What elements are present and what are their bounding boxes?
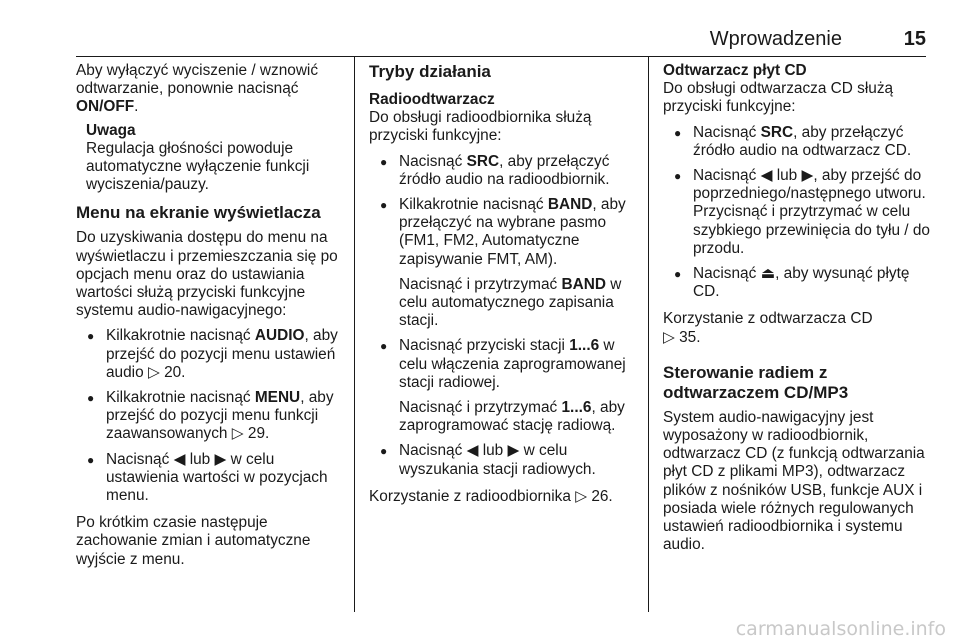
list-item: ● Nacisnąć ⏏, aby wysunąć płytę CD.: [663, 265, 933, 301]
bullet-list: [369, 153, 639, 269]
list-item: ● Nacisnąć ◀ lub ▶, aby przejść do poprzedniego/następnego utworu. Przycisnąć i przytrzymać w celu szybkiego przewinięcia do tyłu / do przodu.: [663, 167, 933, 258]
eject-icon: ⏏: [760, 265, 776, 283]
list-item: ● Nacisnąć ◀ lub ▶ w celu wyszukania stacji radiowych.: [369, 442, 639, 478]
note-block: [86, 122, 346, 195]
subsection-title-radio: Radioodtwarzacz: [369, 91, 495, 108]
ref-paragraph: Korzystanie z odtwarzacza CD ▷ 35.: [663, 310, 873, 346]
section-title-display-menu: Menu na ekranie wyświetlacza: [76, 203, 321, 223]
ref-arrow-icon: ▷: [663, 328, 675, 346]
ref-arrow-icon: ▷: [575, 487, 588, 505]
key-on-off: ON/OFF: [76, 98, 135, 116]
list-continuation: Nacisnąć i przytrzymać 1...6, aby zaprogramować stację radiową.: [399, 399, 625, 435]
column-divider-1: [354, 56, 355, 612]
column-1: [76, 62, 346, 569]
list-item: ● Nacisnąć ◀ lub ▶ w celu ustawienia wartości w pozycjach menu.: [76, 451, 346, 506]
page-header: [0, 0, 960, 56]
left-arrow-icon: ◀: [173, 450, 186, 468]
key-band: BAND: [561, 275, 606, 293]
right-arrow-icon: ▶: [801, 167, 814, 185]
key-menu: MENU: [254, 389, 301, 407]
list-item: ● Nacisnąć SRC, aby przełączyć źródło audio na odtwarzacz CD.: [663, 124, 933, 160]
right-arrow-icon: ▶: [214, 450, 227, 468]
list-item: ● Kilkakrotnie nacisnąć MENU, aby przejść do pozycji menu funkcji zaawansowanych ▷ 29.: [76, 389, 346, 444]
bullet-list: [369, 442, 639, 478]
page-ref-link[interactable]: 26.: [591, 487, 613, 505]
bullet-list: [76, 327, 346, 505]
list-item: ● Nacisnąć przyciski stacji 1...6 w celu włączenia zaprogramowanej stacji radiowej.: [369, 337, 639, 392]
note-text: Regulacja głośności powoduje automatyczne wyłączenie funkcji wyciszenia/pauzy.: [86, 139, 310, 194]
bullet-list: [369, 337, 639, 392]
section-title-radio-cd: Sterowanie radiem z odtwarzaczem CD/MP3: [663, 362, 849, 402]
section-text: Do uzyskiwania dostępu do menu na wyświetlaczu i przemieszczania się po opcjach menu oraz do ustawiania wartości służą przyciski funkcyjne systemu audio-nawigacyjnego:: [76, 229, 338, 320]
intro-paragraph: Aby wyłączyć wyciszenie / wznowić odtwarzanie, ponownie nacisnąć ON/OFF.: [76, 62, 319, 116]
section-text: System audio-nawigacyjny jest wyposażony w radioodbiornik, odtwarzacz CD (z funkcją odtwarzania płyt CD z plikami MP3), odtwarzacz plików z nośników USB, funkcje AUX i posiada wiele różnych regulowanych ustawień radioodbiornika i systemu audio.: [663, 408, 925, 554]
left-arrow-icon: ◀: [466, 442, 479, 460]
column-2: [369, 62, 639, 506]
outro-paragraph: Po krótkim czasie następuje zachowanie zmian i automatyczne wyjście z menu.: [76, 514, 311, 568]
header-divider: [76, 56, 926, 57]
column-divider-2: [648, 56, 649, 612]
page-number: 15: [903, 28, 926, 50]
ref-arrow-icon: ▷: [147, 363, 160, 381]
key-band: BAND: [547, 196, 593, 214]
column-3: [663, 62, 933, 554]
key-src: SRC: [466, 152, 500, 170]
list-item: ● Kilkakrotnie nacisnąć BAND, aby przełączyć na wybrane pasmo (FM1, FM2, Automatyczne zapisywanie FMT, AM).: [369, 196, 639, 269]
page-title: Wprowadzenie: [709, 28, 842, 50]
key-audio: AUDIO: [254, 327, 305, 345]
page-ref-link[interactable]: 20.: [164, 363, 186, 381]
key-src: SRC: [760, 123, 794, 141]
note-title: Uwaga: [86, 121, 136, 139]
page-ref-link[interactable]: 35.: [679, 328, 701, 346]
page-ref-link[interactable]: 29.: [247, 425, 270, 443]
key-presets: 1...6: [561, 399, 592, 417]
list-continuation: Nacisnąć i przytrzymać BAND w celu automatycznego zapisania stacji.: [399, 275, 622, 330]
outro-paragraph: Korzystanie z radioodbiornika ▷ 26.: [369, 487, 613, 505]
subsection-text: Do obsługi odtwarzacza CD służą przyciski funkcyjne:: [663, 80, 894, 116]
right-arrow-icon: ▶: [507, 442, 520, 460]
left-arrow-icon: ◀: [760, 167, 773, 185]
subsection-text: Do obsługi radioodbiornika służą przyciski funkcyjne:: [369, 109, 592, 145]
ref-arrow-icon: ▷: [231, 425, 244, 443]
watermark: carmanualsonline.info: [735, 618, 946, 640]
list-item: ● Nacisnąć SRC, aby przełączyć źródło audio na radioodbiornik.: [369, 153, 639, 189]
section-title-modes: Tryby działania: [369, 62, 491, 81]
subsection-title-cd: Odtwarzacz płyt CD: [663, 62, 807, 79]
list-item: ● Kilkakrotnie nacisnąć AUDIO, aby przejść do pozycji menu ustawień audio ▷ 20.: [76, 327, 346, 382]
bullet-list: [663, 124, 933, 302]
key-presets: 1...6: [569, 337, 600, 355]
